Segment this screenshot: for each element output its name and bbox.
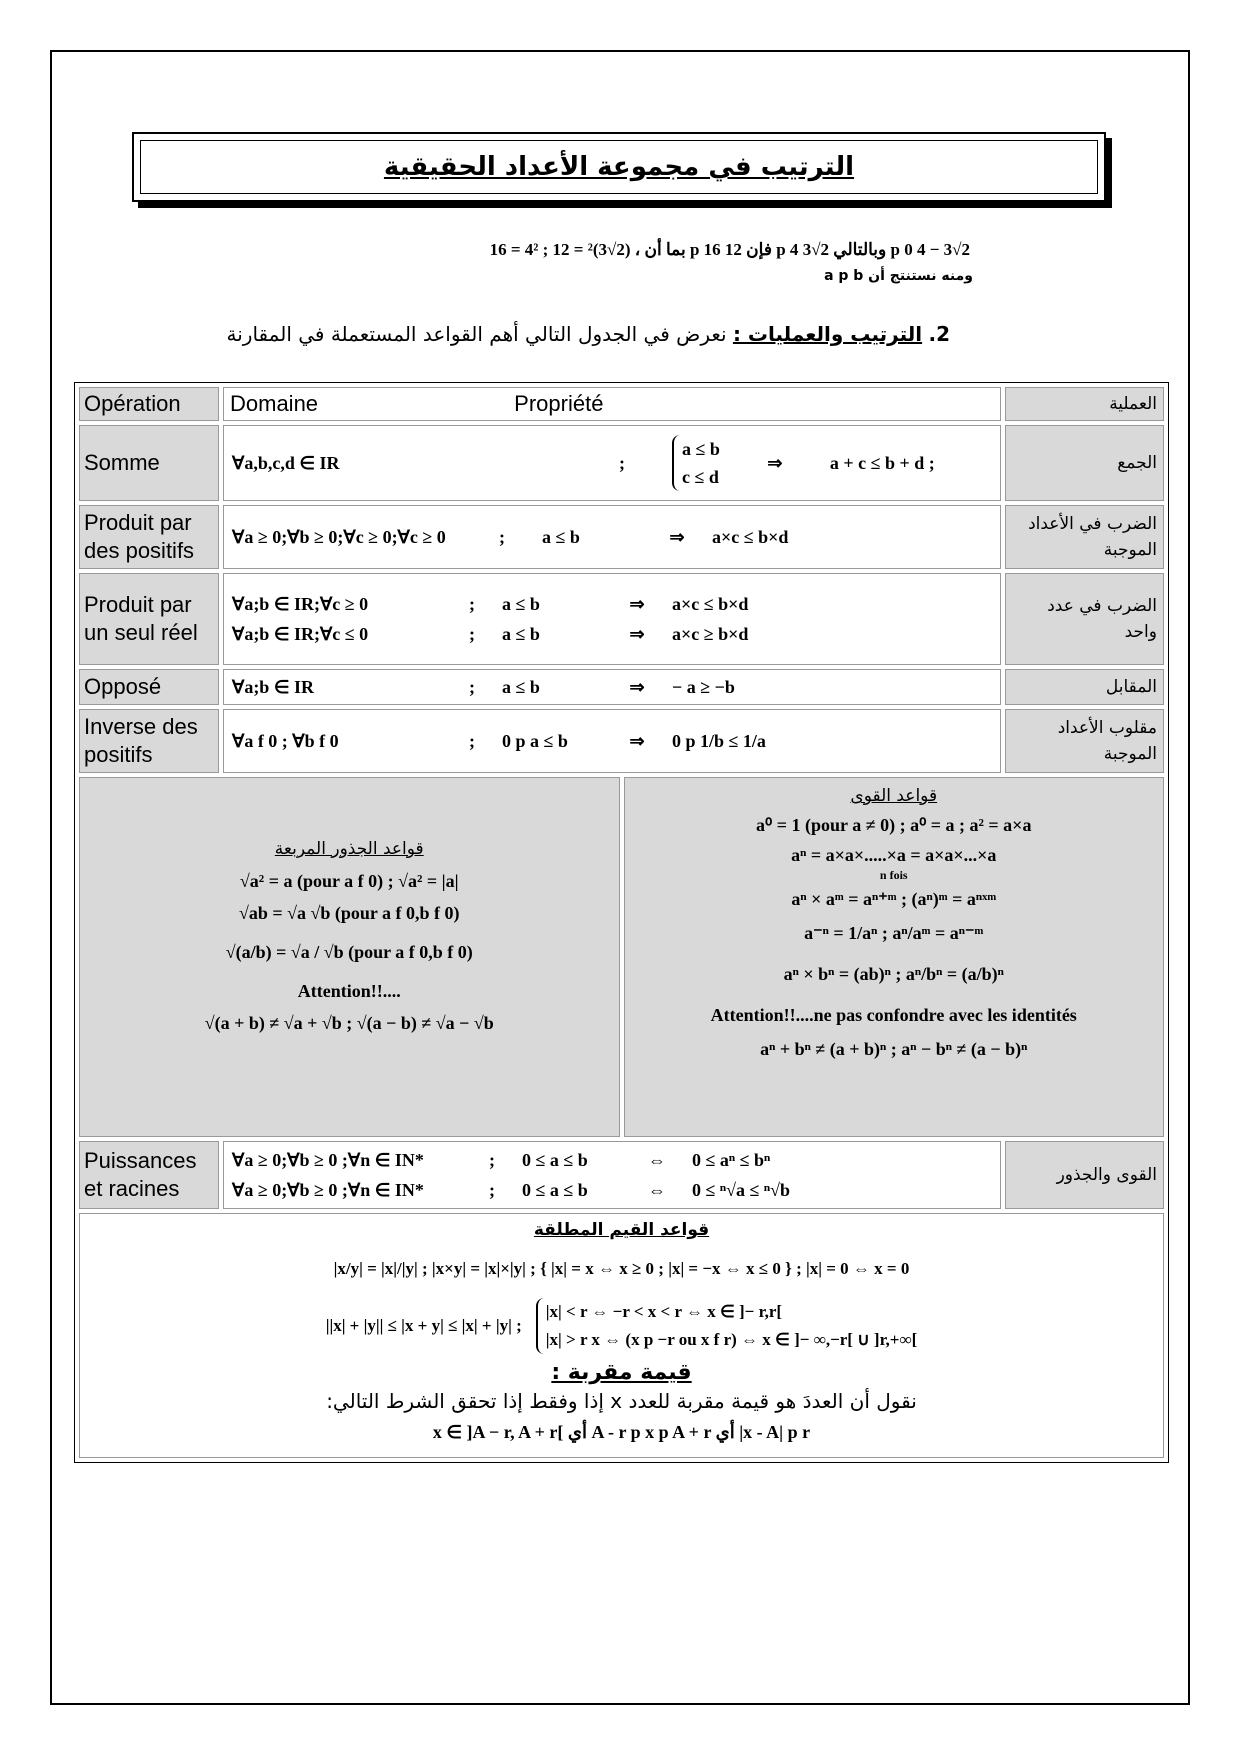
equivalence: ⇔ bbox=[648, 1149, 666, 1170]
section-2-heading bbox=[227, 322, 950, 346]
absolute-rules-line-1: |x/y| = |x|/|y| ; |x×y| = |x|×|y| ; { |x| = x ⇔ x ≥ 0 ; |x| = −x ⇔ x ≤ 0 } ; |x| = 0 ⇔ x = 0 bbox=[333, 1259, 910, 1278]
result-text: a×c ≤ b×d bbox=[712, 526, 789, 547]
approx-title: قيمة مقربة : bbox=[551, 1360, 692, 1385]
power-rule: a⁰ = 1 (pour a ≠ 0) ; a⁰ = a ; a² = a×a bbox=[756, 815, 1032, 835]
equivalence: ⇔ bbox=[648, 1179, 666, 1200]
header-domain-property bbox=[223, 387, 1001, 421]
header-arabic: العملية bbox=[1005, 387, 1164, 421]
implication: ⇒ bbox=[629, 593, 645, 614]
row-arabic: الجمع bbox=[1005, 425, 1164, 501]
power-rule: aⁿ × aᵐ = aⁿ⁺ᵐ ; (aⁿ)ᵐ = aⁿˣᵐ bbox=[791, 889, 997, 909]
condition-text: a ≤ b bbox=[542, 526, 580, 547]
domain-text: ∀a;b ∈ IR;∀c ≥ 0 bbox=[232, 593, 369, 614]
result-text: a + c ≤ b + d ; bbox=[829, 452, 935, 473]
section-number: 2. bbox=[928, 322, 950, 346]
root-attention: Attention!!.... bbox=[297, 981, 401, 1001]
row-arabic: مقلوب الأعداد الموجبة bbox=[1005, 709, 1164, 773]
row-property bbox=[223, 1141, 1001, 1209]
absolute-brace bbox=[536, 1298, 918, 1354]
separator: ; bbox=[469, 593, 475, 614]
table-row bbox=[79, 425, 1164, 501]
power-rule: aⁿ = a×a×.....×a = a×a×...×a bbox=[791, 845, 997, 865]
section-text: نعرض في الجدول التالي أهم القواعد المستعملة في المقارنة bbox=[226, 322, 727, 346]
implication: ⇒ bbox=[669, 526, 685, 547]
root-rule: √(a + b) ≠ √a + √b ; √(a − b) ≠ √a − √b bbox=[204, 1013, 494, 1033]
implication: ⇒ bbox=[629, 623, 645, 644]
separator: ; bbox=[499, 526, 505, 547]
table-row bbox=[79, 505, 1164, 569]
condition-text: 0 ≤ a ≤ b bbox=[522, 1149, 588, 1170]
rules-panels-row bbox=[79, 777, 1164, 1137]
title-box bbox=[132, 132, 1106, 202]
separator: ; bbox=[489, 1149, 495, 1170]
table-row bbox=[79, 709, 1164, 773]
table-row bbox=[79, 1141, 1164, 1209]
root-rule: √ab = √a √b (pour a f 0,b f 0) bbox=[238, 903, 460, 923]
header-property: Propriété bbox=[514, 391, 604, 416]
implication: ⇒ bbox=[767, 452, 783, 473]
powers-panel bbox=[624, 777, 1165, 1137]
absolute-values-row bbox=[79, 1213, 1164, 1458]
power-rule: aⁿ × bⁿ = (ab)ⁿ ; aⁿ/bⁿ = (a/b)ⁿ bbox=[783, 964, 1004, 984]
separator: ; bbox=[469, 730, 475, 751]
table-header-row bbox=[79, 387, 1164, 421]
row-arabic: الضرب في الأعداد الموجبة bbox=[1005, 505, 1164, 569]
result-text: a×c ≤ b×d bbox=[672, 593, 749, 614]
separator: ; bbox=[489, 1179, 495, 1200]
condition-text: a ≤ b bbox=[502, 593, 540, 614]
power-rule-note: n fois bbox=[879, 868, 908, 882]
approx-text: نقول أن العددَ هو قيمة مقربة للعدد x إذا وفقط إذا تحقق الشرط التالي: bbox=[326, 1389, 917, 1413]
implication: ⇒ bbox=[629, 730, 645, 751]
section-title: الترتيب والعمليات : bbox=[732, 322, 923, 346]
absolute-rules-line-2 bbox=[90, 1298, 1153, 1354]
abs-less-than-rule: |x| < r ⇔ −r < x < r ⇔ x ∈ ]− r,r[ bbox=[545, 1302, 783, 1321]
implication: ⇒ bbox=[629, 676, 645, 697]
powers-title: قواعد القوى bbox=[850, 786, 938, 806]
absolute-values-title: قواعد القيم المطلقة bbox=[533, 1220, 710, 1240]
row-op: Somme bbox=[79, 425, 219, 501]
header-operation: Opération bbox=[79, 387, 219, 421]
square-roots-title: قواعد الجذور المربعة bbox=[274, 839, 424, 859]
table-row bbox=[79, 573, 1164, 665]
domain-text: ∀a,b,c,d ∈ IR bbox=[232, 452, 340, 473]
rules-table bbox=[74, 382, 1169, 1463]
row-op: Opposé bbox=[79, 669, 219, 705]
row-property bbox=[223, 425, 1001, 501]
page-title: الترتيب في مجموعة الأعداد الحقيقية bbox=[383, 152, 855, 182]
row-property bbox=[223, 573, 1001, 665]
result-text: 0 p 1/b ≤ 1/a bbox=[672, 730, 766, 751]
domain-text: ∀a f 0 ; ∀b f 0 bbox=[232, 730, 339, 751]
power-rule: aⁿ + bⁿ ≠ (a + b)ⁿ ; aⁿ − bⁿ ≠ (a − b)ⁿ bbox=[760, 1039, 1028, 1059]
example-line-2: ومنه نستنتج أن a p b bbox=[824, 268, 973, 284]
row-op: Inverse des positifs bbox=[79, 709, 219, 773]
condition-text: a ≤ b bbox=[502, 676, 540, 697]
result-text: − a ≥ −b bbox=[672, 676, 735, 697]
result-text: 0 ≤ ⁿ√a ≤ ⁿ√b bbox=[692, 1179, 791, 1200]
table-row bbox=[79, 669, 1164, 705]
triangle-inequality: ||x| + |y|| ≤ |x + y| ≤ |x| + |y| ; bbox=[325, 1316, 522, 1335]
row-property bbox=[223, 505, 1001, 569]
root-rule: √(a/b) = √a / √b (pour a f 0,b f 0) bbox=[225, 942, 473, 962]
domain-text: ∀a ≥ 0;∀b ≥ 0 ;∀n ∈ IN* bbox=[232, 1179, 424, 1200]
domain-text: ∀a;b ∈ IR;∀c ≤ 0 bbox=[232, 623, 369, 644]
abs-greater-than-rule: |x| > r x ⇔ (x p −r ou x f r) ⇔ x ∈ ]− ∞,−r[ ∪ ]r,+∞[ bbox=[545, 1330, 918, 1349]
absolute-values-panel bbox=[79, 1213, 1164, 1458]
power-rule: a⁻ⁿ = 1/aⁿ ; aⁿ/aᵐ = aⁿ⁻ᵐ bbox=[804, 923, 984, 943]
example-line-1: 2√3 − 4 p 0 وبالتالي 2√3 p 4 فإن 12 p 16 بما أن ، (2√3)² = 12 ; 4² = 16 bbox=[489, 240, 970, 259]
row-property bbox=[223, 669, 1001, 705]
separator: ; bbox=[469, 676, 475, 697]
row-arabic: القوى والجذور bbox=[1005, 1141, 1164, 1209]
condition-text: a ≤ b bbox=[502, 623, 540, 644]
row-op: Produit par un seul réel bbox=[79, 573, 219, 665]
condition-text: 0 ≤ a ≤ b bbox=[522, 1179, 588, 1200]
row-op: Produit par des positifs bbox=[79, 505, 219, 569]
domain-text: ∀a ≥ 0;∀b ≥ 0;∀c ≥ 0;∀c ≥ 0 bbox=[232, 526, 446, 547]
row-property bbox=[223, 709, 1001, 773]
result-text: a×c ≥ b×d bbox=[672, 623, 749, 644]
condition-text: 0 p a ≤ b bbox=[502, 730, 568, 751]
separator: ; bbox=[469, 623, 475, 644]
row-arabic: المقابل bbox=[1005, 669, 1164, 705]
condition-brace: a ≤ b c ≤ d bbox=[672, 435, 720, 491]
header-domain: Domaine bbox=[230, 391, 319, 416]
separator: ; bbox=[619, 452, 625, 473]
row-arabic: الضرب في عدد واحد bbox=[1005, 573, 1164, 665]
domain-text: ∀a ≥ 0;∀b ≥ 0 ;∀n ∈ IN* bbox=[232, 1149, 424, 1170]
domain-text: ∀a;b ∈ IR bbox=[232, 676, 315, 697]
row-op: Puissances et racines bbox=[79, 1141, 219, 1209]
result-text: 0 ≤ aⁿ ≤ bⁿ bbox=[692, 1149, 771, 1170]
root-rule: √a² = a (pour a f 0) ; √a² = |a| bbox=[239, 871, 459, 891]
power-attention: Attention!!....ne pas confondre avec les identités bbox=[710, 1005, 1077, 1025]
square-roots-panel bbox=[79, 777, 620, 1137]
approx-formula: x ∈ ]A − r, A + r[ أي A - r p x p A + r أي |x - A| p r bbox=[432, 1422, 811, 1442]
